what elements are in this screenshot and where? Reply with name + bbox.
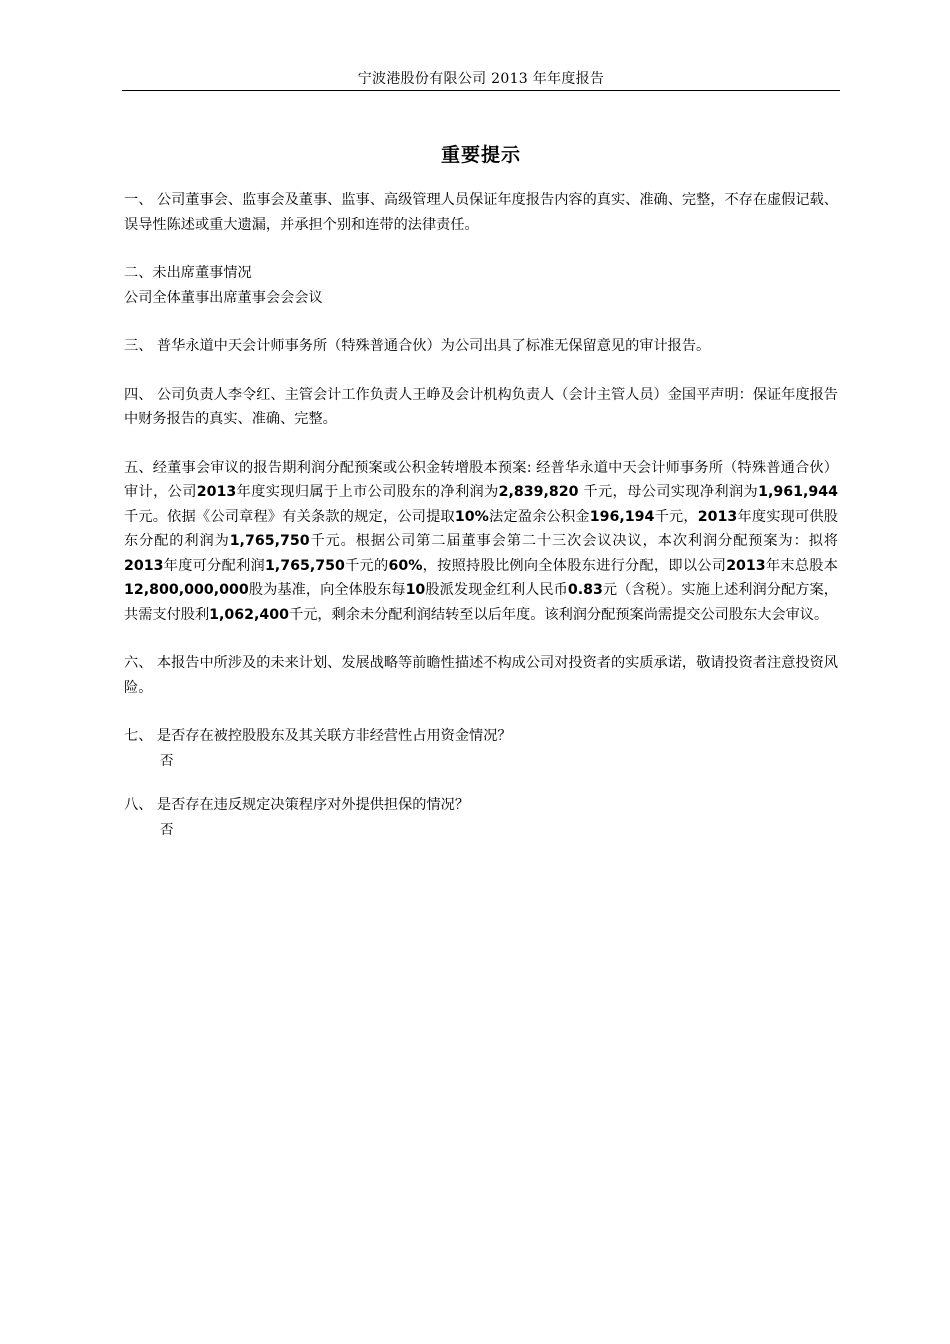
- running-header: 宁波港股份有限公司 2013 年年度报告: [357, 71, 605, 87]
- s5-text: 千元。依据《公司章程》有关条款的规定，公司提取: [124, 508, 455, 525]
- s5-text: 年度可分配利润: [163, 557, 265, 574]
- section-7-answer: 否: [160, 752, 174, 769]
- s5-text: 千元。根据公司第二届董事会第二十三次会议决议，本次利润分配预案为：拟将: [309, 533, 838, 549]
- s5-number: 2013: [726, 557, 766, 574]
- page-title: 重要提示: [440, 144, 521, 166]
- s5-number: 10: [405, 582, 426, 598]
- header-divider: [122, 90, 840, 91]
- s5-number: 2013: [124, 557, 164, 574]
- s5-text: 千元的: [344, 557, 389, 574]
- section-2-heading: 二、未出席董事情况: [124, 265, 252, 281]
- s5-text: 年末总股本: [765, 557, 838, 574]
- s5-text: 法定盈余公积金: [488, 508, 590, 525]
- s5-text: 年度实现可供股东分配的利润为: [124, 508, 838, 549]
- s5-text: 元（含税）。实施上述利润分配方案，共需支付股利: [124, 582, 838, 623]
- s5-number: 1,765,750: [264, 557, 345, 574]
- section-6: 六、 本报告中所涉及的未来计划、发展战略等前瞻性描述不构成公司对投资者的实质承诺，敬请投资者注意投资风险。: [124, 655, 838, 696]
- s5-text: ，按照持股比例向全体股东进行分配，即以公司: [422, 557, 727, 574]
- section-1: 一、 公司董事会、监事会及董事、监事、高级管理人员保证年度报告内容的真实、准确、完整，不存在虚假记载、误导性陈述或重大遗漏，并承担个别和连带的法律责任。: [124, 192, 838, 233]
- s5-number: 1,765,750: [229, 533, 310, 549]
- s5-text: 千元，: [654, 508, 698, 525]
- section-7-question: 七、 是否存在被控股股东及其关联方非经营性占用资金情况？: [124, 728, 512, 744]
- s5-number: 12,800,000,000: [124, 582, 249, 598]
- document-body: [124, 188, 838, 842]
- section-5: [124, 456, 838, 628]
- section-3: 三、 普华永道中天会计师事务所（特殊普通合伙）为公司出具了标准无保留意见的审计报告。: [124, 338, 711, 354]
- section-2-body: 公司全体董事出席董事会会会议: [124, 289, 323, 306]
- section-8-answer: 否: [160, 821, 174, 838]
- s5-number: 1,062,400: [209, 606, 290, 623]
- s5-number: 0.83: [567, 582, 603, 598]
- s5-text: 股为基准，向全体股东每: [248, 582, 406, 598]
- s5-number: 196,194: [589, 508, 655, 525]
- s5-text: 千元，母公司实现净利润为: [578, 484, 759, 500]
- s5-number: 2,839,820: [498, 484, 579, 500]
- s5-text: 五、经董事会审议的报告期利润分配预案或公积金转增股本预案: 经普华永道中天会计师事务所（特殊普通合伙）审计，公司: [124, 459, 838, 500]
- s5-number: 60%: [388, 557, 423, 574]
- s5-number: 10%: [454, 508, 489, 525]
- s5-number: 2013: [697, 508, 738, 525]
- section-8-question: 八、 是否存在违反规定决策程序对外提供担保的情况？: [124, 797, 470, 813]
- s5-number: 1,961,944: [758, 484, 838, 500]
- s5-text: 年度实现归属于上市公司股东的净利润为: [236, 484, 499, 500]
- section-4: 四、 公司负责人李令红、主管会计工作负责人王峥及会计机构负责人（会计主管人员）金国平声明：保证年度报告中财务报告的真实、准确、完整。: [124, 386, 838, 427]
- s5-text: 股派发现金红利人民币: [425, 582, 568, 598]
- s5-text: 千元，剩余未分配利润结转至以后年度。该利润分配预案尚需提交公司股东大会审议。: [289, 606, 829, 623]
- s5-number: 2013: [196, 484, 237, 500]
